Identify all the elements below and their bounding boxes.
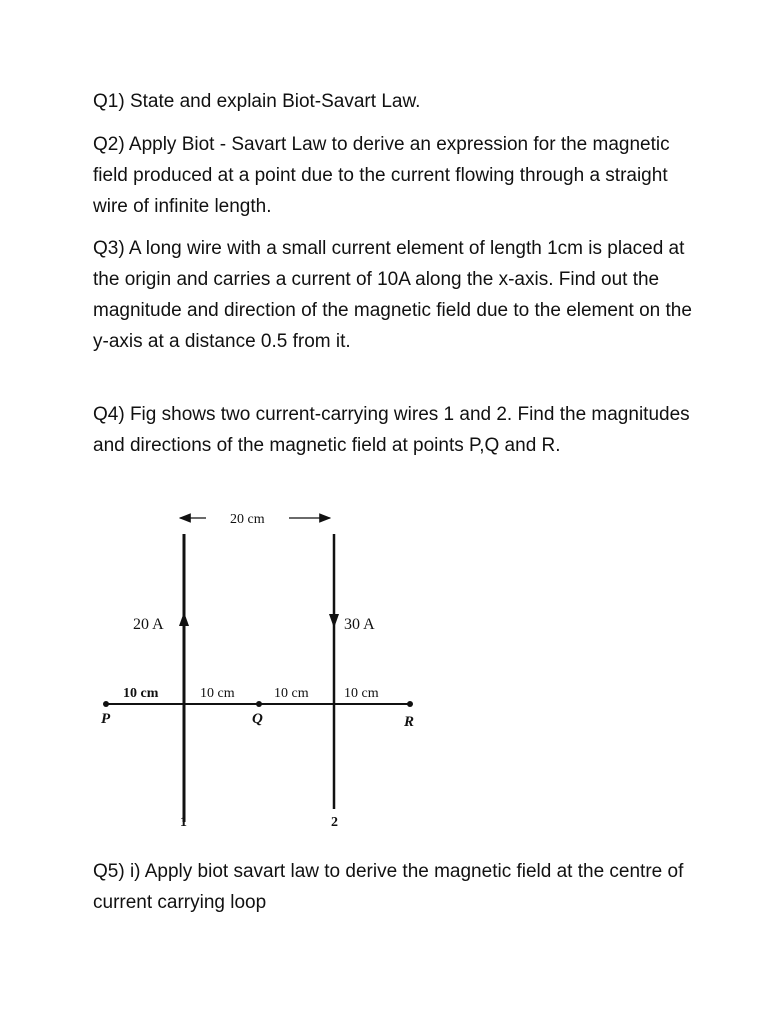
segment-label-4: 10 cm	[344, 686, 379, 701]
separation-label: 20 cm	[230, 512, 265, 527]
question-5: Q5) i) Apply biot savart law to derive the magnetic field at the centre of current carrying loop	[93, 861, 684, 913]
segment-label-2: 10 cm	[200, 686, 235, 701]
segment-label-1: 10 cm	[123, 686, 159, 701]
wires-figure	[94, 504, 446, 834]
point-q-label: Q	[252, 711, 263, 727]
wire-1-label: 1	[180, 815, 187, 830]
figure-background	[94, 504, 446, 834]
point-q-dot	[256, 701, 262, 707]
wire-1-current: 20 A	[133, 616, 164, 633]
point-p-dot	[103, 701, 109, 707]
wire-2-label: 2	[331, 815, 338, 830]
wire-2-current: 30 A	[344, 616, 375, 633]
segment-label-3: 10 cm	[274, 686, 309, 701]
point-p-label: P	[101, 711, 111, 727]
point-r-dot	[407, 701, 413, 707]
question-3: Q3) A long wire with a small current element of length 1cm is placed at the origin and carries a current of 10A along the x-axis. Find out the magnitude and direction of the magnetic field due to the element on the y-axis at a distance 0.5 from it.	[93, 238, 692, 352]
question-1: Q1) State and explain Biot-Savart Law.	[93, 91, 421, 112]
wires-diagram	[94, 504, 446, 834]
point-r-label: R	[404, 714, 415, 730]
question-4: Q4) Fig shows two current-carrying wires 1 and 2. Find the magnitudes and directions of the magnetic field at points P,Q and R.	[93, 404, 690, 456]
question-2: Q2) Apply Biot - Savart Law to derive an expression for the magnetic field produced at a point due to the current flowing through a straight wire of infinite length.	[93, 134, 670, 217]
